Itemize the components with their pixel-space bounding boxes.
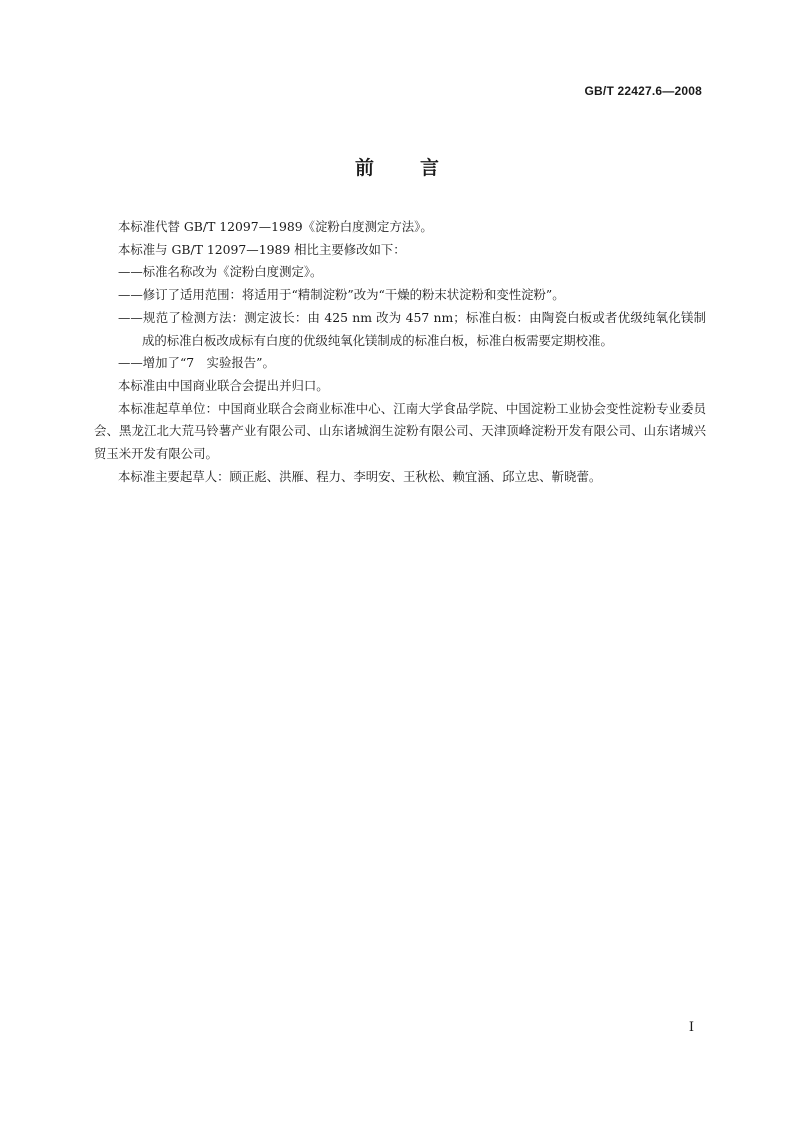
change-item-scope: ——修订了适用范围：将适用于“精制淀粉”改为“干燥的粉末状淀粉和变性淀粉”。	[118, 287, 565, 303]
paragraph-drafting-units: 本标准起草单位：中国商业联合会商业标准中心、江南大学食品学院、中国淀粉工业协会变性淀粉专业委员会、黑龙江北大荒马铃薯产业有限公司、山东诸城润生淀粉有限公司、天津顶峰淀粉开发有限公司、山东诸城兴贸玉米开发有限公司。	[94, 400, 706, 462]
change-item-method: ——规范了检测方法：测定波长：由 425 nm 改为 457 nm；标准白板：由陶瓷白板或者优级纯氧化镁制成的标准白板改成标有白度的优级纯氧化镁制成的标准白板，标准白板需要定期校准。	[118, 309, 706, 348]
foreword-body	[94, 216, 706, 488]
paragraph-proposer: 本标准由中国商业联合会提出并归口。	[118, 377, 329, 393]
paragraph-changes-intro: 本标准与 GB/T 12097—1989 相比主要修改如下：	[118, 241, 406, 257]
paragraph-drafters: 本标准主要起草人：顾正彪、洪雁、程力、李明安、王秋松、赖宜涵、邱立忠、靳晓蕾。	[118, 468, 602, 484]
paragraph-replacement: 本标准代替 GB/T 12097—1989《淀粉白度测定方法》。	[118, 219, 433, 234]
page-title: 前言	[354, 157, 485, 179]
standard-code: GB/T 22427.6—2008	[584, 84, 702, 98]
page-number: I	[688, 1020, 694, 1035]
change-item-report: ——增加了“7 实验报告”。	[118, 355, 275, 371]
change-item-title: ——标准名称改为《淀粉白度测定》。	[118, 264, 323, 280]
